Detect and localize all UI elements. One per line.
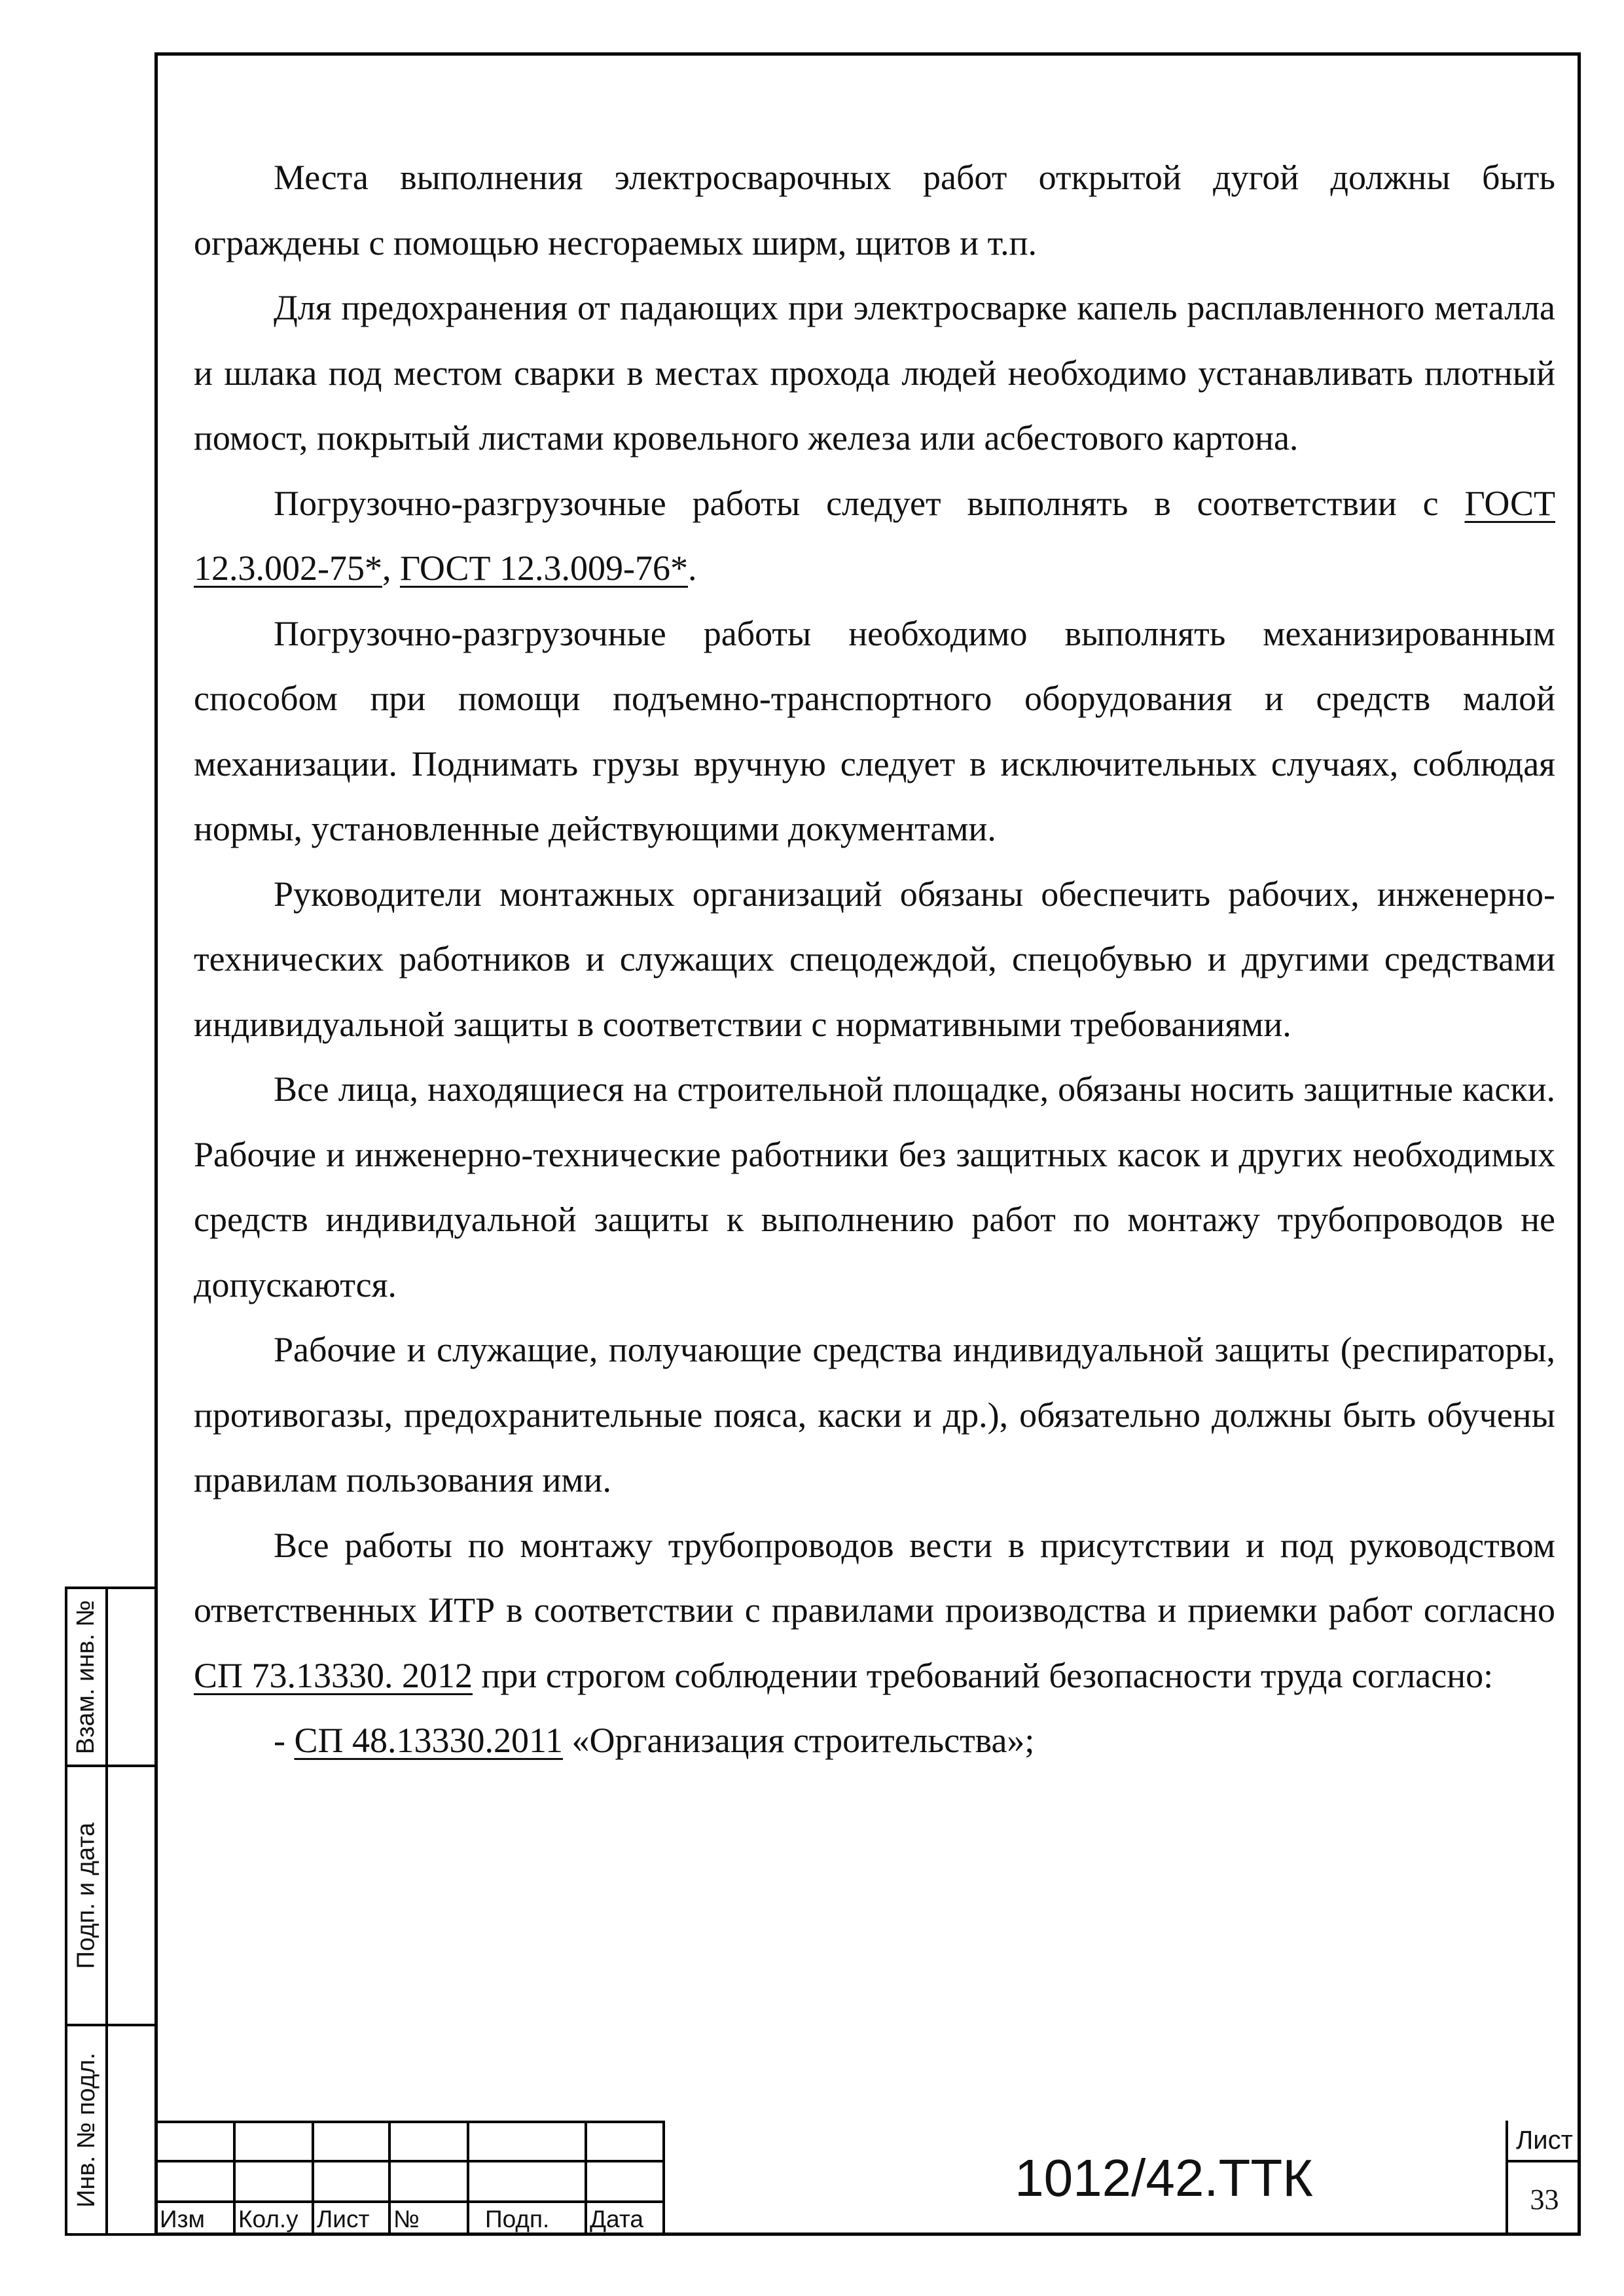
header-data: Дата (590, 2206, 643, 2233)
paragraph-6: Все лица, находящиеся на строительной площадке, обязаны носить защитные каски. Рабочие и инженерно-технические работники без защитных касок и других необходимых средств индивидуальной защиты к выполнению работ по монтажу трубопроводов не допускаются. (194, 1069, 1555, 1304)
stamp-cell-vzam (65, 1587, 154, 1767)
sheet-number: 33 (1530, 2183, 1559, 2215)
side-stamp (65, 1587, 154, 2236)
header-podp: Подп. (485, 2206, 550, 2233)
list-item (194, 1708, 1555, 1774)
header-list: Лист (317, 2206, 370, 2233)
paragraph-3-end: . (688, 548, 697, 588)
stamp-cell-podp (65, 1765, 154, 2026)
document-body (194, 145, 1555, 1774)
paragraph-3-text: Погрузочно-разгрузочные работы следует выполнять в соответствии с (274, 483, 1465, 523)
revision-grid (154, 2121, 662, 2236)
paragraph-8 (194, 1513, 1555, 1709)
stamp-label-inv: Инв. № подл. (72, 2052, 100, 2208)
paragraph-2: Для предохранения от падающих при электросварке капель расплавленного металла и шлака под местом сварки в местах прохода людей необходимо устанавливать плотный помост, покрытый листами кровельного железа или асбестового картона. (194, 288, 1555, 457)
header-kolu: Кол.у (238, 2206, 298, 2233)
sp-73-link[interactable]: СП 73.13330. 2012 (194, 1655, 473, 1695)
gost-link-1[interactable]: ГОСТ 12.3.002-75* (194, 483, 1555, 588)
sp-48-link[interactable]: СП 48.13330.2011 (294, 1721, 563, 1760)
stamp-cell-inv (65, 2024, 154, 2236)
paragraph-7: Рабочие и служащие, получающие средства индивидуальной защиты (респираторы, противогазы, предохранительные пояса, каски и др.), обязательно должны быть обучены правилам пользования ими. (194, 1330, 1555, 1499)
title-block (154, 2121, 1581, 2236)
paragraph-8-end: при строгом соблюдении требований безопасности труда согласно: (473, 1655, 1494, 1695)
sheet-label: Лист (1508, 2121, 1581, 2162)
paragraph-3 (194, 471, 1555, 601)
sheet-box (1506, 2121, 1581, 2236)
list-item-text: «Организация строительства»; (563, 1721, 1035, 1760)
document-code: 1012/42.ТТК (662, 2121, 1624, 2236)
list-dash: - (274, 1721, 295, 1760)
header-number: № (393, 2206, 420, 2233)
paragraph-1: Места выполнения электросварочных работ открытой дугой должны быть ограждены с помощью несгораемых ширм, щитов и т.п. (194, 158, 1555, 262)
gost-link-2[interactable]: ГОСТ 12.3.009-76* (399, 548, 688, 588)
paragraph-3-separator: , (382, 548, 400, 588)
paragraph-4: Погрузочно-разгрузочные работы необходимо выполнять механизированным способом при помощи подъемно-транспортного оборудования и средств малой механизации. Поднимать грузы вручную следует в исключительных случаях, соблюдая нормы, установленные действующими документами. (194, 613, 1555, 848)
stamp-label-podp: Подп. и дата (72, 1822, 100, 1969)
stamp-label-vzam: Взам. инв. № (72, 1600, 100, 1754)
paragraph-8-text: Все работы по монтажу трубопроводов вести в присутствии и под руководством ответственных ИТР в соответствии с правилами производства и приемки работ согласно (194, 1525, 1555, 1630)
header-izm: Изм (160, 2206, 205, 2233)
paragraph-5: Руководители монтажных организаций обязаны обеспечить рабочих, инженерно-технических работников и служащих спецодеждой, спецобувью и другими средствами индивидуальной защиты в соответствии с нормативными требованиями. (194, 874, 1555, 1044)
